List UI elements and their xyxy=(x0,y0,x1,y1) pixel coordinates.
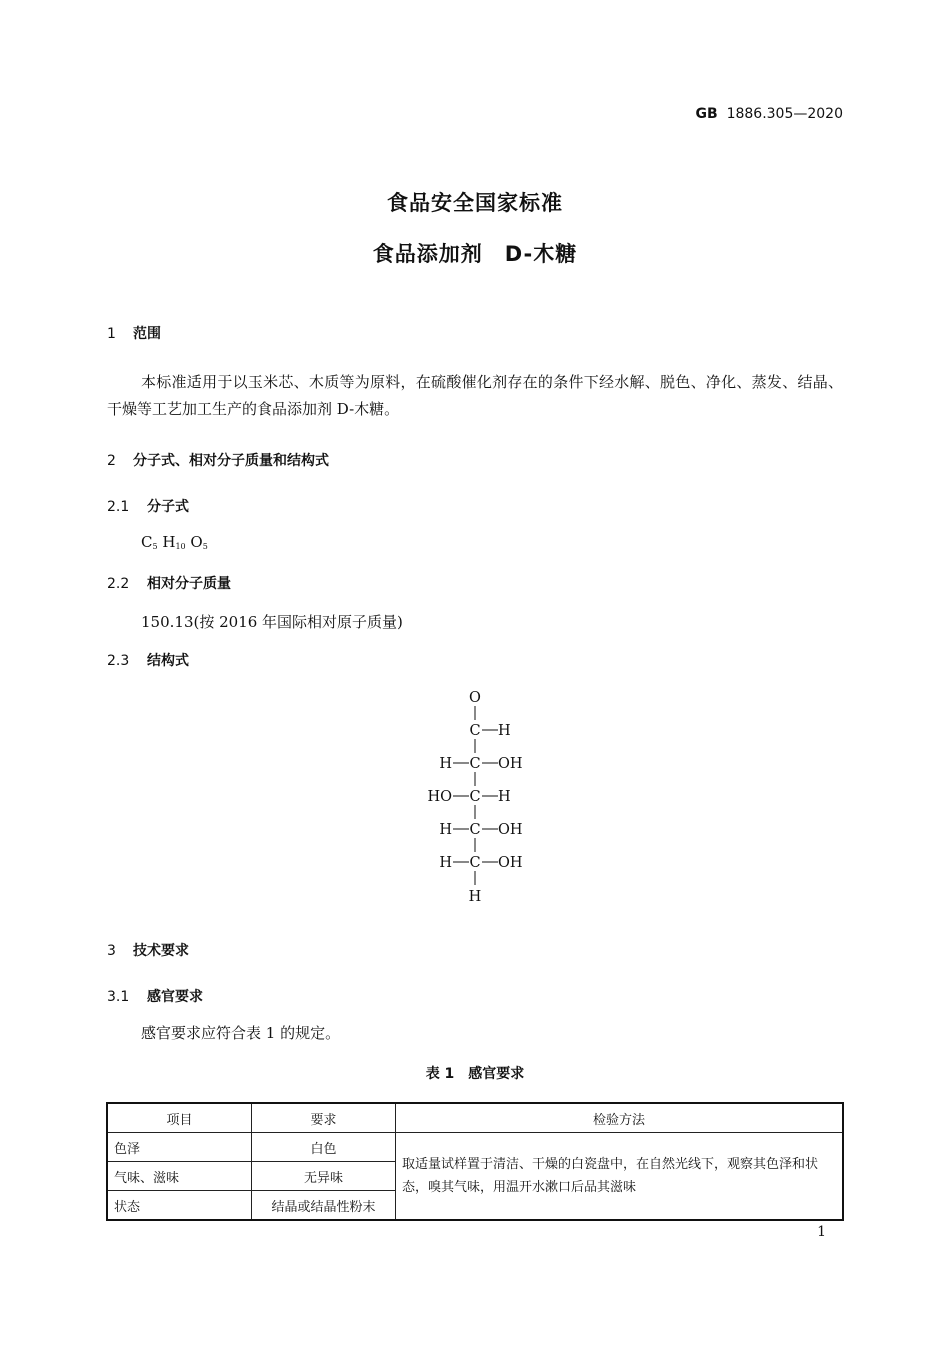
table-cell-item: 色泽 xyxy=(107,1133,252,1162)
section-3-1-heading xyxy=(107,986,203,1006)
formula-atom-right: OH xyxy=(498,822,523,838)
formula-atom-left: H xyxy=(439,756,452,772)
page-number: 1 xyxy=(817,1224,826,1240)
formula-atom-right: OH xyxy=(498,855,523,871)
formula-atom-center: C xyxy=(469,855,481,871)
section-number: 2.3 xyxy=(107,653,130,669)
section-3-heading xyxy=(107,940,189,960)
section-title: 分子式、相对分子质量和结构式 xyxy=(133,453,329,469)
section-title: 结构式 xyxy=(147,653,189,669)
structural-formula-svg xyxy=(420,685,550,910)
formula-atom-bottom: H xyxy=(468,889,482,905)
table-cell-item: 状态 xyxy=(107,1191,252,1221)
table-cell-requirement: 白色 xyxy=(252,1133,396,1162)
section-2-2-heading xyxy=(107,573,231,593)
formula-atom-center: C xyxy=(469,723,481,739)
table-header-row xyxy=(107,1103,843,1133)
standard-prefix: GB xyxy=(695,106,718,122)
document-subtitle: 食品添加剂 D-木糖 xyxy=(372,242,578,266)
table-caption: 表 1 感官要求 xyxy=(425,1066,525,1082)
table-row xyxy=(107,1133,843,1162)
standard-code xyxy=(695,106,843,122)
section-2-1-heading xyxy=(107,496,189,516)
formula-atom-left: H xyxy=(439,855,452,871)
formula-atom-center: C xyxy=(469,756,481,772)
section-number: 3.1 xyxy=(107,989,130,1005)
table-header-cell: 检验方法 xyxy=(396,1103,844,1133)
section-title: 感官要求 xyxy=(147,989,203,1005)
section-title: 范围 xyxy=(133,326,161,342)
table-cell-requirement: 结晶或结晶性粉末 xyxy=(252,1191,396,1221)
section-2-heading xyxy=(107,450,329,470)
molecular-formula: $C_5$ $H_{10}$ $O_5$ xyxy=(141,533,208,551)
section-number: 2.2 xyxy=(107,576,130,592)
section-number: 1 xyxy=(107,326,116,342)
formula-atom-center: C xyxy=(469,789,481,805)
table-header-cell: 要求 xyxy=(252,1103,396,1133)
standard-number: 1886.305—2020 xyxy=(726,106,843,122)
structural-formula xyxy=(420,685,550,910)
section-title: 相对分子质量 xyxy=(147,576,231,592)
formula-atom-left: H xyxy=(439,822,452,838)
section-title: 分子式 xyxy=(147,499,189,515)
section-2-3-heading xyxy=(107,650,189,670)
table-cell-requirement: 无异味 xyxy=(252,1162,396,1191)
formula-atom-right: H xyxy=(498,789,511,805)
section-number: 2.1 xyxy=(107,499,130,515)
table-header-cell: 项目 xyxy=(107,1103,252,1133)
section-title: 技术要求 xyxy=(133,943,189,959)
document-title: 食品安全国家标准 xyxy=(387,191,563,215)
formula-atom-left: HO xyxy=(427,789,452,805)
section-1-heading xyxy=(107,323,161,343)
sensory-requirements-table xyxy=(106,1102,844,1221)
formula-atom-right: H xyxy=(498,723,511,739)
molecular-weight: 150.13(按 2016 年国际相对原子质量) xyxy=(141,613,403,631)
formula-atom-right: OH xyxy=(498,756,523,772)
formula-atom-top: O xyxy=(469,690,481,706)
formula-atom-center: C xyxy=(469,822,481,838)
section-number: 3 xyxy=(107,943,116,959)
section-1-body: 本标准适用于以玉米芯、木质等为原料，在硫酸催化剂存在的条件下经水解、脱色、净化、蒸发、结晶、干燥等工艺加工生产的食品添加剂 D-木糖。 xyxy=(107,373,843,418)
section-number: 2 xyxy=(107,453,116,469)
table-cell-method: 取适量试样置于清洁、干燥的白瓷盘中，在自然光线下，观察其色泽和状态，嗅其气味，用温开水漱口后品其滋味 xyxy=(396,1133,844,1221)
table-cell-item: 气味、滋味 xyxy=(107,1162,252,1191)
section-3-1-body: 感官要求应符合表 1 的规定。 xyxy=(141,1024,341,1042)
